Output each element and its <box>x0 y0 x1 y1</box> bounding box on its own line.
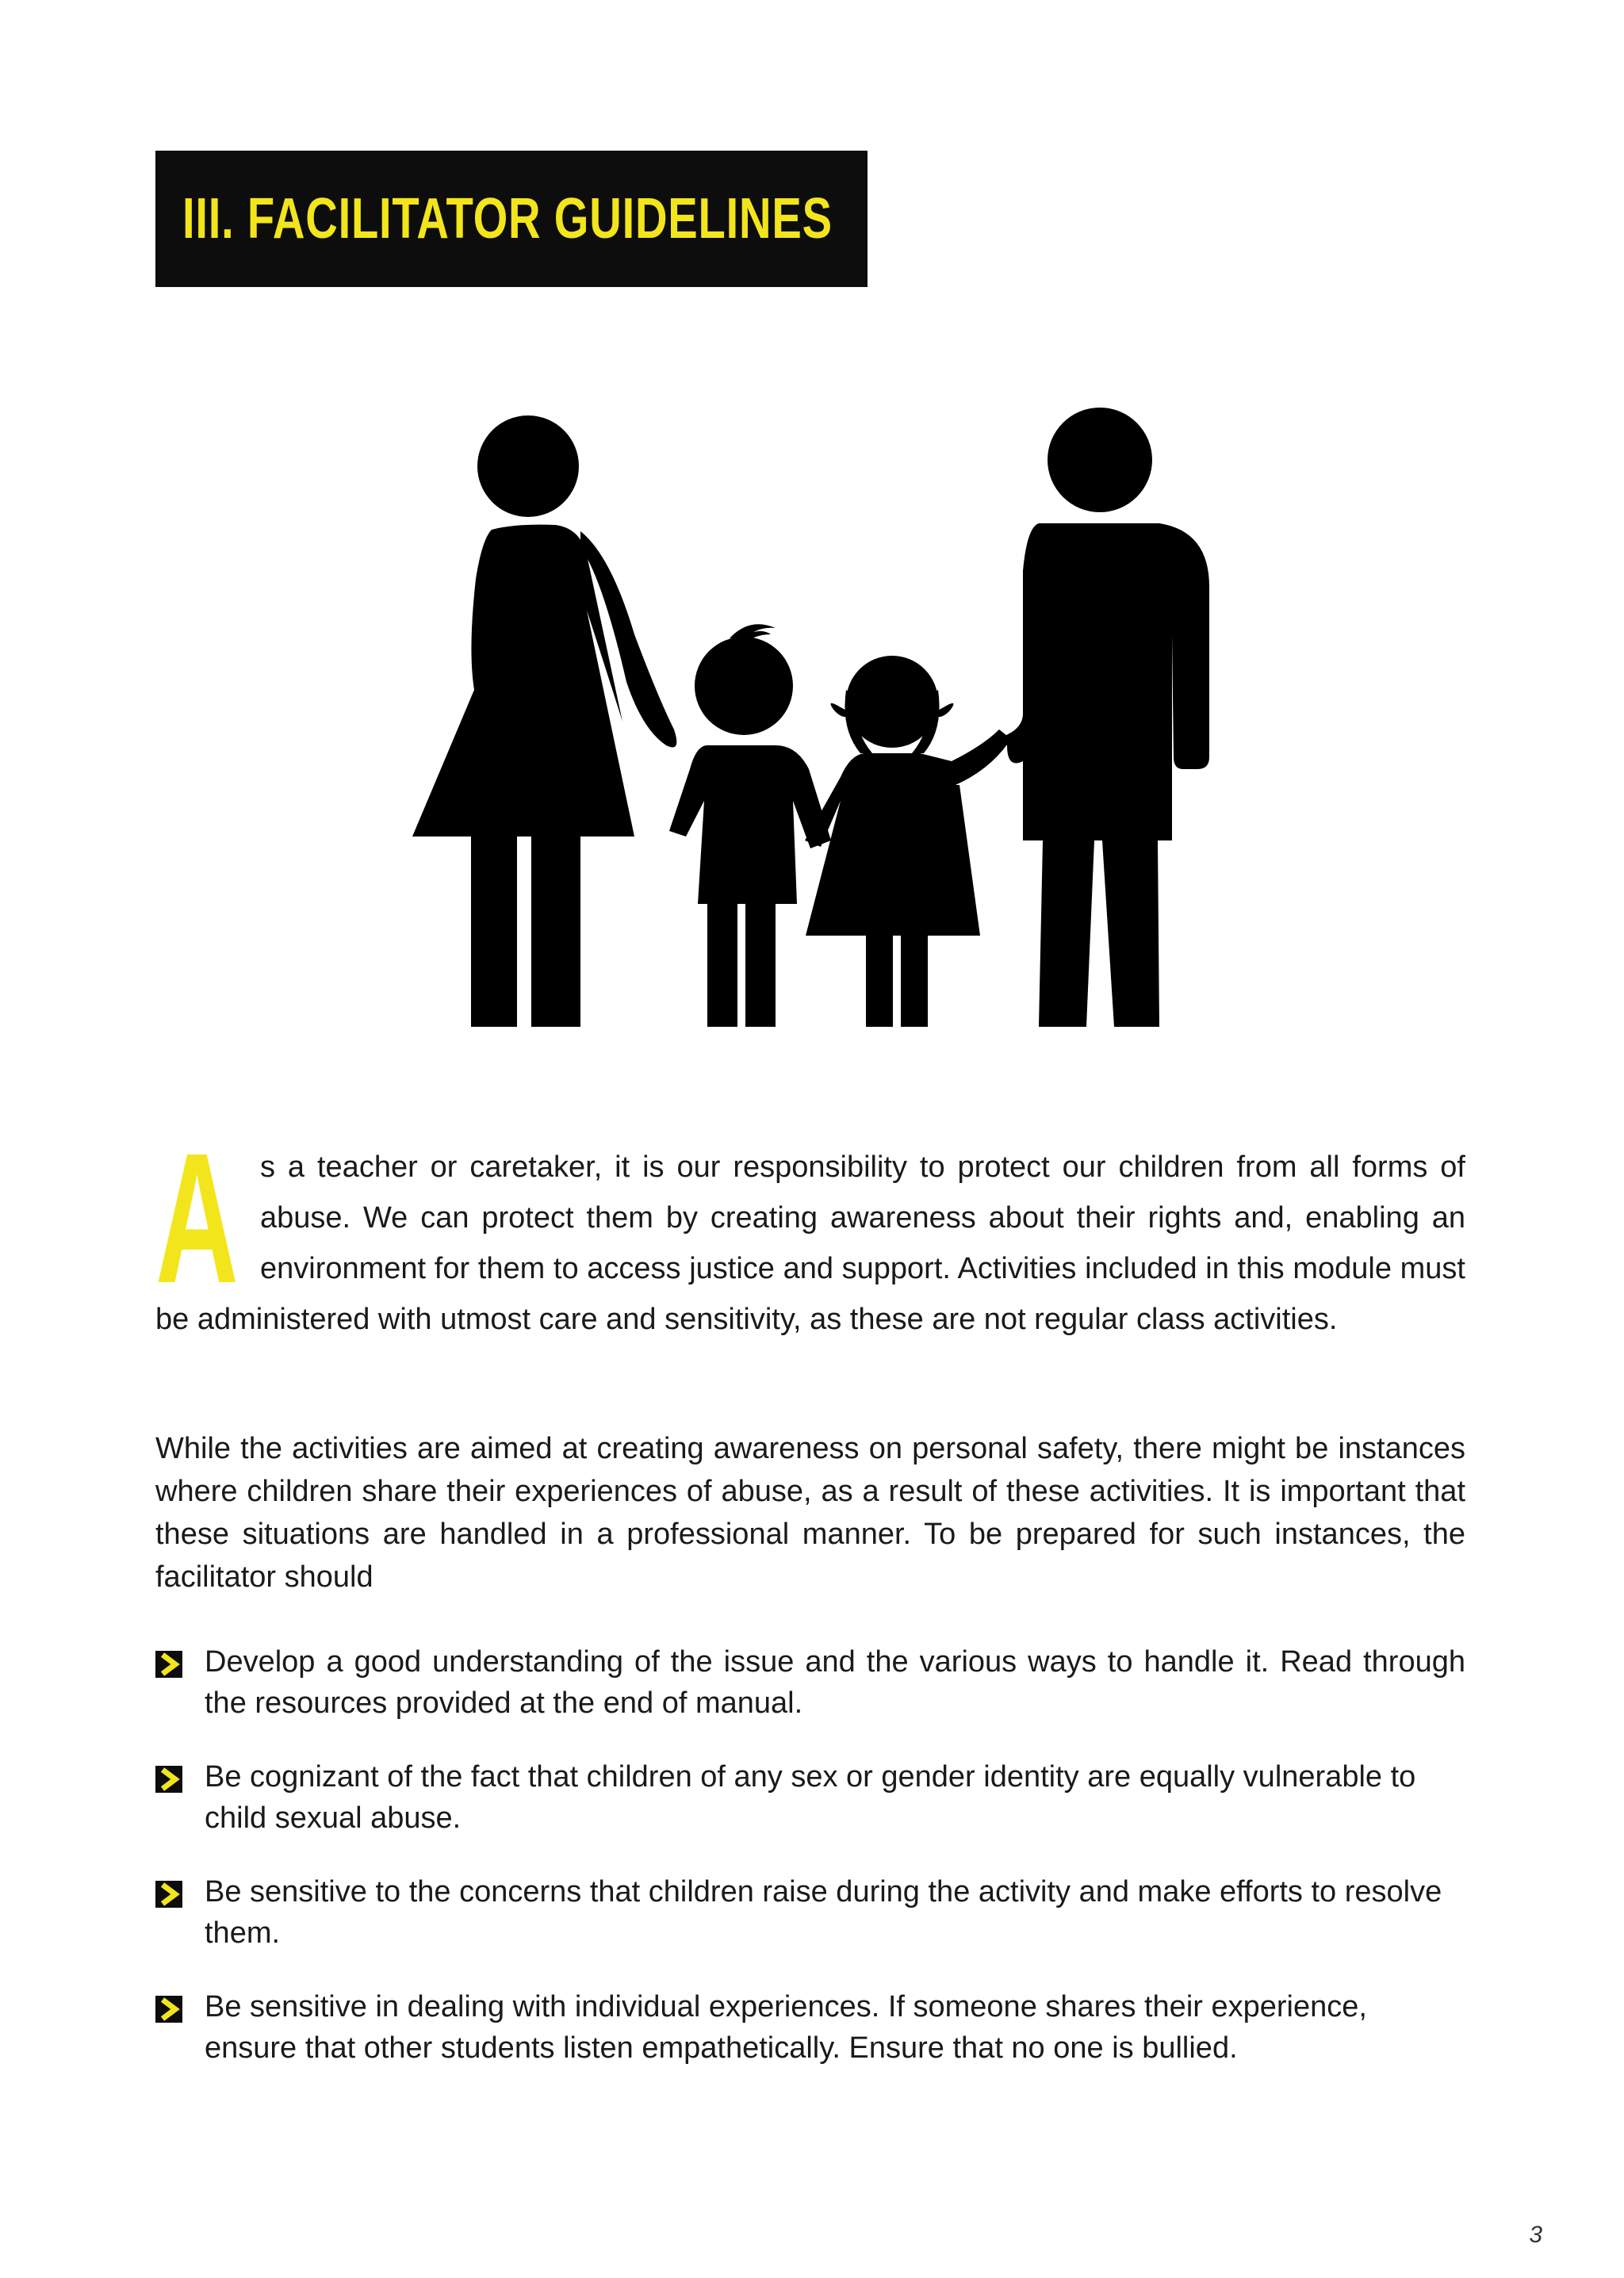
list-item-text: Be cognizant of the fact that children of any sex or gender identity are equally vulnerable to child sexual abuse. <box>205 1760 1416 1835</box>
chevron-right-icon <box>155 1766 182 1793</box>
section-title: III. FACILITATOR GUIDELINES <box>182 187 833 251</box>
mother-head <box>477 415 579 517</box>
family-silhouette-icon <box>396 396 1253 1031</box>
chevron-right-icon <box>155 1881 182 1908</box>
chevron-right-icon <box>155 1651 182 1678</box>
list-item <box>155 1986 1465 2069</box>
list-item <box>155 1756 1465 1839</box>
section-title-banner <box>155 151 868 287</box>
list-item-text: Develop a good understanding of the issue and the various ways to handle it. Read through the resources provided at the end of manual. <box>205 1645 1465 1720</box>
chevron-right-icon <box>155 1996 182 2023</box>
girl-body <box>805 729 1011 936</box>
list-item-text: Be sensitive in dealing with individual experiences. If someone shares their experience, ensure that other students listen empathetically. Ensure that no one is bullied. <box>205 1990 1367 2065</box>
intro-text: s a teacher or caretaker, it is our responsibility to protect our children from all forms of abuse. We can protect them by creating awareness about their rights and, enabling an environment for them to access justice and support. Activities included in this module must be administered with utmost care and sensitivity, as these are not regular class activities. <box>155 1150 1465 1336</box>
mother-leg-right <box>531 837 580 1027</box>
father-body <box>1001 523 1209 1027</box>
guideline-list <box>155 1641 1465 2101</box>
page-number: 3 <box>1529 2222 1542 2248</box>
boy-head <box>695 637 793 735</box>
body-paragraph: While the activities are aimed at creating awareness on personal safety, there might be instances where children share their experiences of abuse, as a result of these activities. It is important that these situations are handled in a professional manner. To be prepared for such instances, the facilitator should <box>155 1432 1465 1594</box>
list-item <box>155 1641 1465 1724</box>
father-head <box>1048 408 1152 512</box>
mother-leg-left <box>471 837 517 1027</box>
list-item-text: Be sensitive to the concerns that children raise during the activity and make efforts to resolve them. <box>205 1875 1442 1950</box>
boy-body <box>669 745 831 904</box>
intro-paragraph <box>155 1114 1465 1345</box>
list-item <box>155 1871 1465 1954</box>
drop-cap: A <box>155 1114 239 1322</box>
